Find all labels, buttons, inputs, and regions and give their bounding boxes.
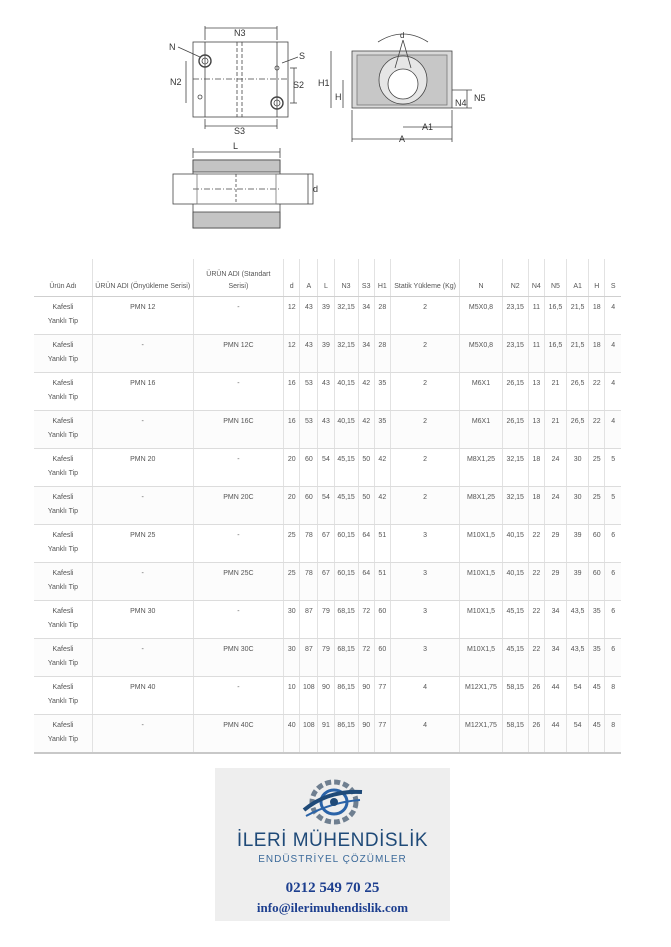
cell-a: 60 (300, 487, 318, 525)
label-n5: N5 (474, 93, 486, 103)
cell-n5: 21 (544, 411, 566, 449)
label-h1: H1 (318, 78, 330, 88)
cell-l: 54 (318, 449, 334, 487)
cell-product: Kafesli Yanklı Tip (34, 715, 92, 754)
cell-n2: 23,15 (502, 297, 528, 335)
cell-standard-series: PMN 16C (193, 411, 284, 449)
cell-static-load: 3 (390, 639, 459, 677)
col-header-n2: N2 (502, 259, 528, 297)
cell-s: 4 (605, 297, 621, 335)
cell-static-load: 3 (390, 601, 459, 639)
cell-a1: 26,5 (567, 411, 589, 449)
col-header-static-load: Statik Yükleme (Kg) (390, 259, 459, 297)
cell-a: 60 (300, 449, 318, 487)
cell-h: 45 (589, 677, 605, 715)
section-view-drawing (173, 148, 313, 228)
cell-d: 12 (284, 297, 300, 335)
cell-h1: 51 (374, 563, 390, 601)
cell-n: M12X1,75 (460, 715, 502, 754)
cell-l: 39 (318, 297, 334, 335)
cell-n5: 16,5 (544, 335, 566, 373)
cell-standard-series: - (193, 373, 284, 411)
cell-static-load: 2 (390, 373, 459, 411)
cell-n3: 68,15 (334, 639, 358, 677)
company-name: İLERİ MÜHENDİSLİK (236, 830, 429, 851)
cell-a1: 30 (567, 487, 589, 525)
cell-static-load: 3 (390, 563, 459, 601)
cell-n2: 45,15 (502, 601, 528, 639)
cell-h: 22 (589, 373, 605, 411)
cell-h1: 35 (374, 373, 390, 411)
cell-n3: 45,15 (334, 449, 358, 487)
cell-d: 30 (284, 601, 300, 639)
col-header-preload-series: ÜRÜN ADI (Önyükleme Serisi) (92, 259, 193, 297)
cell-static-load: 2 (390, 335, 459, 373)
cell-d: 20 (284, 487, 300, 525)
cell-n4: 22 (528, 563, 544, 601)
cell-d: 10 (284, 677, 300, 715)
cell-h: 60 (589, 563, 605, 601)
company-tagline: ENDÜSTRİYEL ÇÖZÜMLER (258, 854, 407, 865)
cell-s3: 72 (358, 639, 374, 677)
cell-n3: 40,15 (334, 411, 358, 449)
cell-h1: 60 (374, 601, 390, 639)
table-header-row (34, 259, 621, 297)
col-header-s: S (605, 259, 621, 297)
label-a1: A1 (422, 122, 434, 132)
cell-h1: 42 (374, 449, 390, 487)
cell-s: 6 (605, 563, 621, 601)
cell-h: 35 (589, 601, 605, 639)
cell-standard-series: - (193, 525, 284, 563)
cell-h: 25 (589, 487, 605, 525)
cell-s: 8 (605, 715, 621, 754)
cell-n5: 34 (544, 601, 566, 639)
cell-h1: 42 (374, 487, 390, 525)
label-d-section: d (313, 184, 319, 194)
col-header-a: A (300, 259, 318, 297)
cell-n5: 24 (544, 487, 566, 525)
col-header-n4: N4 (528, 259, 544, 297)
cell-static-load: 2 (390, 411, 459, 449)
cell-n2: 58,15 (502, 677, 528, 715)
cell-a: 87 (300, 639, 318, 677)
cell-n: M6X1 (460, 373, 502, 411)
col-header-d: d (284, 259, 300, 297)
cell-n3: 32,15 (334, 297, 358, 335)
cell-n5: 44 (544, 715, 566, 754)
cell-h: 60 (589, 525, 605, 563)
cell-n2: 40,15 (502, 563, 528, 601)
col-header-s3: S3 (358, 259, 374, 297)
cell-product: Kafesli Yanklı Tip (34, 449, 92, 487)
cell-static-load: 2 (390, 449, 459, 487)
col-header-a1: A1 (567, 259, 589, 297)
cell-h1: 28 (374, 335, 390, 373)
cell-product: Kafesli Yanklı Tip (34, 487, 92, 525)
cell-l: 39 (318, 335, 334, 373)
cell-l: 79 (318, 639, 334, 677)
cell-standard-series: - (193, 677, 284, 715)
col-header-h: H (589, 259, 605, 297)
cell-h1: 77 (374, 715, 390, 754)
cell-d: 25 (284, 563, 300, 601)
cell-s: 5 (605, 487, 621, 525)
cell-preload-series: PMN 16 (92, 373, 193, 411)
table-row (34, 449, 621, 487)
table-body (34, 297, 621, 754)
cell-static-load: 2 (390, 297, 459, 335)
cell-s3: 72 (358, 601, 374, 639)
cell-n5: 16,5 (544, 297, 566, 335)
cell-standard-series: - (193, 297, 284, 335)
cell-h: 25 (589, 449, 605, 487)
cell-h: 45 (589, 715, 605, 754)
col-header-n3: N3 (334, 259, 358, 297)
cell-n5: 21 (544, 373, 566, 411)
cell-a1: 54 (567, 715, 589, 754)
label-n: N (169, 42, 176, 52)
company-phone: 0212 549 70 25 (285, 880, 380, 896)
col-header-n5: N5 (544, 259, 566, 297)
cell-d: 25 (284, 525, 300, 563)
cell-a1: 21,5 (567, 335, 589, 373)
cell-a: 43 (300, 335, 318, 373)
cell-a1: 30 (567, 449, 589, 487)
cell-a: 78 (300, 525, 318, 563)
cell-a1: 54 (567, 677, 589, 715)
cell-s3: 50 (358, 487, 374, 525)
cell-s3: 64 (358, 525, 374, 563)
cell-a: 87 (300, 601, 318, 639)
cell-n: M5X0,8 (460, 297, 502, 335)
cell-n3: 86,15 (334, 677, 358, 715)
cell-n: M5X0,8 (460, 335, 502, 373)
cell-n3: 60,15 (334, 563, 358, 601)
cell-static-load: 2 (390, 487, 459, 525)
spec-table (34, 259, 621, 754)
cell-n5: 34 (544, 639, 566, 677)
cell-s: 4 (605, 411, 621, 449)
cell-standard-series: - (193, 601, 284, 639)
cell-static-load: 3 (390, 525, 459, 563)
cell-s3: 34 (358, 335, 374, 373)
cell-product: Kafesli Yanklı Tip (34, 601, 92, 639)
cell-d: 16 (284, 373, 300, 411)
col-header-n: N (460, 259, 502, 297)
cell-a: 78 (300, 563, 318, 601)
table-row (34, 677, 621, 715)
cell-n: M10X1,5 (460, 639, 502, 677)
cell-preload-series: - (92, 335, 193, 373)
cell-a1: 39 (567, 563, 589, 601)
cell-product: Kafesli Yanklı Tip (34, 373, 92, 411)
cell-n3: 45,15 (334, 487, 358, 525)
label-s2: S2 (293, 80, 305, 90)
cell-d: 30 (284, 639, 300, 677)
cell-preload-series: PMN 20 (92, 449, 193, 487)
cell-n4: 22 (528, 639, 544, 677)
cell-n2: 26,15 (502, 373, 528, 411)
cell-static-load: 4 (390, 677, 459, 715)
col-header-standard-series: ÜRÜN ADI (Standart Serisi) (193, 259, 284, 297)
cell-preload-series: - (92, 487, 193, 525)
cell-n: M10X1,5 (460, 601, 502, 639)
cell-l: 43 (318, 411, 334, 449)
cell-product: Kafesli Yanklı Tip (34, 677, 92, 715)
cell-n2: 45,15 (502, 639, 528, 677)
cell-product: Kafesli Yanklı Tip (34, 297, 92, 335)
cell-d: 16 (284, 411, 300, 449)
cell-n4: 26 (528, 677, 544, 715)
cell-standard-series: PMN 25C (193, 563, 284, 601)
cell-preload-series: - (92, 411, 193, 449)
cell-static-load: 4 (390, 715, 459, 754)
cell-n2: 32,15 (502, 487, 528, 525)
cell-n4: 18 (528, 449, 544, 487)
cell-s: 8 (605, 677, 621, 715)
cell-a: 53 (300, 411, 318, 449)
label-s3: S3 (234, 126, 246, 136)
cell-n4: 13 (528, 411, 544, 449)
cell-n3: 40,15 (334, 373, 358, 411)
cell-standard-series: PMN 40C (193, 715, 284, 754)
cell-standard-series: PMN 20C (193, 487, 284, 525)
cell-n: M12X1,75 (460, 677, 502, 715)
cell-l: 79 (318, 601, 334, 639)
cell-product: Kafesli Yanklı Tip (34, 335, 92, 373)
cell-standard-series: PMN 30C (193, 639, 284, 677)
label-h: H (335, 92, 342, 102)
cell-preload-series: PMN 25 (92, 525, 193, 563)
cell-l: 67 (318, 563, 334, 601)
label-a: A (399, 134, 406, 144)
table-row (34, 297, 621, 335)
cell-product: Kafesli Yanklı Tip (34, 411, 92, 449)
cell-n4: 11 (528, 335, 544, 373)
cell-n5: 24 (544, 449, 566, 487)
cell-d: 12 (284, 335, 300, 373)
cell-a: 108 (300, 677, 318, 715)
label-n4: N4 (455, 98, 467, 108)
cell-h: 18 (589, 335, 605, 373)
cell-l: 67 (318, 525, 334, 563)
cell-h1: 28 (374, 297, 390, 335)
cell-s: 6 (605, 601, 621, 639)
cell-s3: 42 (358, 411, 374, 449)
cell-n4: 26 (528, 715, 544, 754)
cell-product: Kafesli Yanklı Tip (34, 639, 92, 677)
table-row (34, 639, 621, 677)
cell-s3: 90 (358, 715, 374, 754)
cell-n: M8X1,25 (460, 449, 502, 487)
table-row (34, 487, 621, 525)
technical-drawings (0, 0, 671, 260)
cell-s: 6 (605, 525, 621, 563)
cell-n: M6X1 (460, 411, 502, 449)
cell-s3: 42 (358, 373, 374, 411)
cell-product: Kafesli Yanklı Tip (34, 563, 92, 601)
label-l: L (233, 141, 239, 151)
cell-product: Kafesli Yanklı Tip (34, 525, 92, 563)
cell-n5: 29 (544, 525, 566, 563)
col-header-product: Ürün Adı (34, 259, 92, 297)
company-email: info@ilerimuhendislik.com (256, 900, 409, 915)
table-row (34, 411, 621, 449)
gear-logo-icon (298, 776, 368, 828)
cell-s: 5 (605, 449, 621, 487)
label-d-side: d (400, 31, 405, 40)
cell-d: 20 (284, 449, 300, 487)
cell-n4: 13 (528, 373, 544, 411)
cell-a1: 43,5 (567, 601, 589, 639)
cell-l: 43 (318, 373, 334, 411)
cell-a: 53 (300, 373, 318, 411)
cell-n4: 22 (528, 525, 544, 563)
cell-s3: 50 (358, 449, 374, 487)
cell-h: 35 (589, 639, 605, 677)
cell-l: 91 (318, 715, 334, 754)
label-n3: N3 (234, 28, 246, 38)
label-n2: N2 (170, 77, 182, 87)
col-header-l: L (318, 259, 334, 297)
cell-n: M10X1,5 (460, 563, 502, 601)
cell-n2: 40,15 (502, 525, 528, 563)
table-row (34, 563, 621, 601)
cell-n2: 23,15 (502, 335, 528, 373)
side-view-drawing (331, 34, 472, 142)
cell-a1: 26,5 (567, 373, 589, 411)
cell-a1: 21,5 (567, 297, 589, 335)
cell-preload-series: PMN 30 (92, 601, 193, 639)
cell-l: 54 (318, 487, 334, 525)
cell-s: 4 (605, 373, 621, 411)
cell-h: 22 (589, 411, 605, 449)
cell-d: 40 (284, 715, 300, 754)
cell-s: 4 (605, 335, 621, 373)
cell-s3: 90 (358, 677, 374, 715)
cell-n2: 58,15 (502, 715, 528, 754)
cell-a1: 43,5 (567, 639, 589, 677)
front-view-drawing (178, 26, 298, 129)
cell-preload-series: PMN 12 (92, 297, 193, 335)
cell-n3: 68,15 (334, 601, 358, 639)
cell-standard-series: - (193, 449, 284, 487)
cell-l: 90 (318, 677, 334, 715)
cell-a: 43 (300, 297, 318, 335)
cell-a: 108 (300, 715, 318, 754)
col-header-h1: H1 (374, 259, 390, 297)
cell-a1: 39 (567, 525, 589, 563)
table-row (34, 601, 621, 639)
label-s: S (299, 51, 306, 61)
cell-s: 6 (605, 639, 621, 677)
cell-h1: 51 (374, 525, 390, 563)
cell-preload-series: PMN 40 (92, 677, 193, 715)
cell-h1: 77 (374, 677, 390, 715)
table-row (34, 525, 621, 563)
cell-preload-series: - (92, 639, 193, 677)
cell-h1: 60 (374, 639, 390, 677)
cell-n3: 86,15 (334, 715, 358, 754)
cell-preload-series: - (92, 563, 193, 601)
cell-preload-series: - (92, 715, 193, 754)
cell-s3: 64 (358, 563, 374, 601)
cell-h1: 35 (374, 411, 390, 449)
table-row (34, 715, 621, 754)
cell-s3: 34 (358, 297, 374, 335)
table-row (34, 373, 621, 411)
cell-n2: 26,15 (502, 411, 528, 449)
cell-n: M10X1,5 (460, 525, 502, 563)
cell-n5: 44 (544, 677, 566, 715)
cell-n4: 18 (528, 487, 544, 525)
cell-n: M8X1,25 (460, 487, 502, 525)
table-row (34, 335, 621, 373)
cell-h: 18 (589, 297, 605, 335)
cell-n4: 22 (528, 601, 544, 639)
company-logo-card (215, 768, 450, 921)
cell-standard-series: PMN 12C (193, 335, 284, 373)
cell-n5: 29 (544, 563, 566, 601)
cell-n2: 32,15 (502, 449, 528, 487)
cell-n4: 11 (528, 297, 544, 335)
cell-n3: 60,15 (334, 525, 358, 563)
cell-n3: 32,15 (334, 335, 358, 373)
